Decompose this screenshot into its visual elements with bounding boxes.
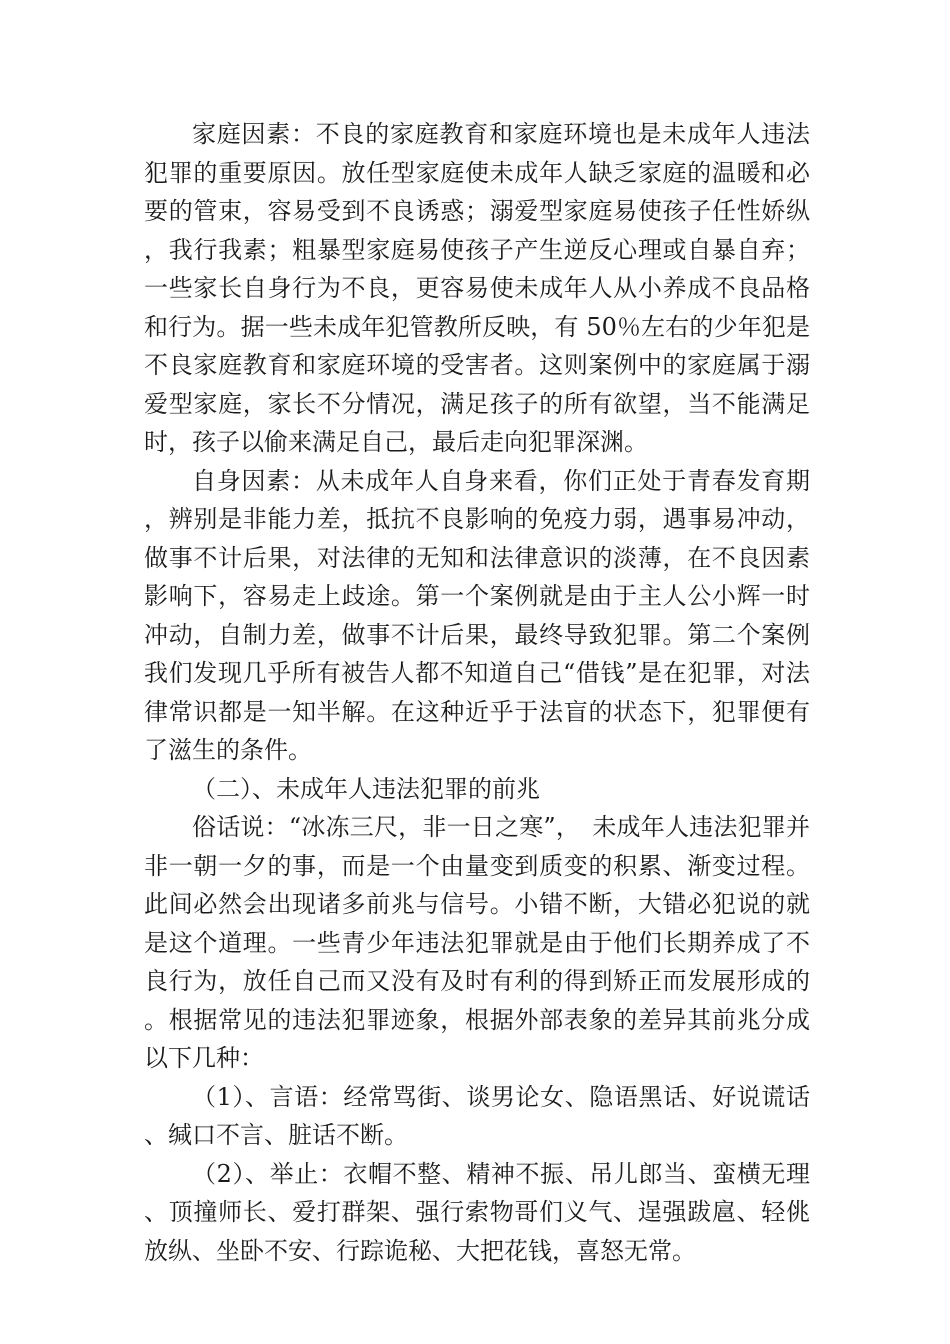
paragraph-family-factors: 家庭因素：不良的家庭教育和家庭环境也是未成年人违法犯罪的重要原因。放任型家庭使未成年人缺乏家庭的温暖和必要的管束，容易受到不良诱惑；溺爱型家庭易使孩子任性娇纵，我行我素；粗暴型家庭易使孩子产生逆反心理或自暴自弃；一些家长自身行为不良，更容易使未成年人从小养成不良品格和行为。据一些未成年犯管教所反映，有 50％左右的少年犯是不良家庭教育和家庭环境的受害者。这则案例中的家庭属于溺爱型家庭，家长不分情况，满足孩子的所有欲望，当不能满足时，孩子以偷来满足自己，最后走向犯罪深渊。 xyxy=(144,120,810,456)
paragraph-proverb: 俗话说：“冰冻三尺，非一日之寒”， 未成年人违法犯罪并非一朝一夕的事，而是一个由量变到质变的积累、渐变过程。此间必然会出现诸多前兆与信号。小错不断，大错必犯说的就是这个道理。一些青少年违法犯罪就是由于他们长期养成了不良行为，放任自己而又没有及时有利的得到矫正而发展形成的。根据常见的违法犯罪迹象，根据外部表象的差异其前兆分成以下几种： xyxy=(144,813,810,1072)
list-item-speech: （1）、言语：经常骂街、谈男论女、隐语黑话、好说谎话、缄口不言、脏话不断。 xyxy=(144,1082,810,1149)
list-item-behavior: （2）、举止：衣帽不整、精神不振、吊儿郎当、蛮横无理、顶撞师长、爱打群架、强行索物哥们义气、逞强跋扈、轻佻放纵、坐卧不安、行踪诡秘、大把花钱，喜怒无常。 xyxy=(144,1159,810,1265)
paragraph-self-factors: 自身因素：从未成年人自身来看，你们正处于青春发育期，辨别是非能力差，抵抗不良影响的免疫力弱，遇事易冲动，做事不计后果，对法律的无知和法律意识的淡薄，在不良因素影响下，容易走上歧途。第一个案例就是由于主人公小辉一时冲动，自制力差，做事不计后果，最终导致犯罪。第二个案例我们发现几乎所有被告人都不知道自己“借钱”是在犯罪，对法律常识都是一知半解。在这种近乎于法盲的状态下，犯罪便有了滋生的条件。 xyxy=(144,466,810,764)
section-heading: （二）、未成年人违法犯罪的前兆 xyxy=(192,774,540,803)
body-text xyxy=(144,115,810,1270)
